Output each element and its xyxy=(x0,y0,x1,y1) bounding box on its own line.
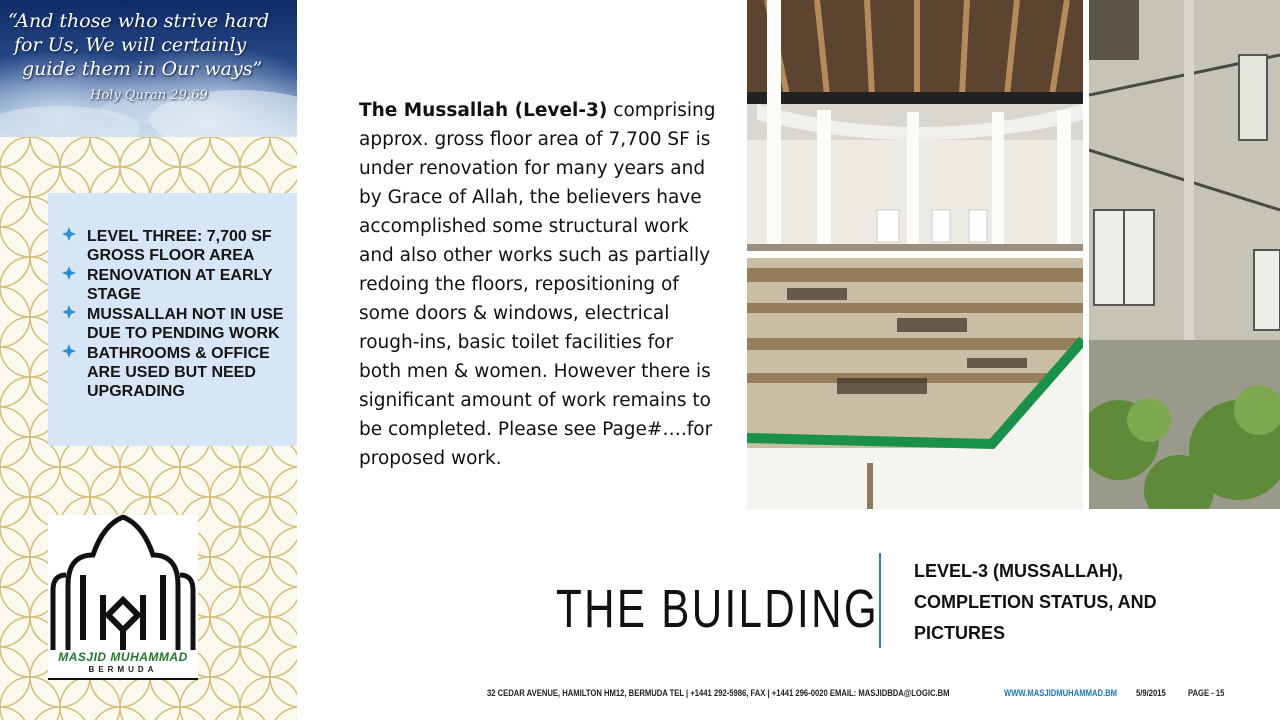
bullet-text: RENOVATION AT EARLY STAGE xyxy=(87,267,273,303)
title-divider xyxy=(879,553,881,648)
diamond-bullet-icon xyxy=(62,344,76,358)
bullet-item xyxy=(62,266,287,304)
quote-line-1: “And those who strive hard xyxy=(8,10,270,32)
bullet-item xyxy=(62,344,287,401)
summary-bullet-box xyxy=(48,193,297,446)
diamond-bullet-icon xyxy=(62,305,76,319)
building-exterior-image xyxy=(1089,0,1280,509)
description-paragraph xyxy=(359,96,719,473)
bullet-text: BATHROOMS & OFFICE ARE USED BUT NEED UPGRADING xyxy=(87,345,270,400)
footer-website-link[interactable]: WWW.MASJIDMUHAMMAD.BM xyxy=(1004,688,1118,698)
quote-source: Holy Quran 29:69 xyxy=(90,88,208,103)
bullet-text: MUSSALLAH NOT IN USE DUE TO PENDING WORK xyxy=(87,306,284,342)
interior-ceiling-photo xyxy=(747,0,1083,251)
bullet-item xyxy=(62,305,287,343)
building-exterior-photo xyxy=(1089,0,1280,509)
bullet-item xyxy=(62,227,287,265)
bullet-text: LEVEL THREE: 7,700 SF GROSS FLOOR AREA xyxy=(87,228,272,264)
logo-name: MASJID MUHAMMAD xyxy=(58,650,188,664)
damaged-ceiling-photo xyxy=(747,258,1083,509)
description-lead: The Mussallah (Level-3) xyxy=(359,100,608,121)
description-text: comprising approx. gross floor area of 7,700 SF is under renovation for many years and by Grace of Allah, the believers have accomplished some structural work and also other works such as partially redoing the floors, repositioning of some doors & windows, electrical rough-ins, basic toilet facilities for both men & women. However there is significant amount of work remains to be completed. Please see Page#….for proposed work. xyxy=(359,100,716,469)
damaged-ceiling-image xyxy=(747,258,1083,509)
quote-line-2: for Us, We will certainly xyxy=(14,34,247,56)
diamond-bullet-icon xyxy=(62,227,76,241)
diamond-bullet-icon xyxy=(62,266,76,280)
footer-page-number: PAGE - 15 xyxy=(1188,688,1225,698)
logo-subtitle: BERMUDA xyxy=(88,665,158,674)
footer-date: 5/9/2015 xyxy=(1136,688,1166,698)
quote-line-3: guide them in Our ways” xyxy=(22,58,263,80)
footer-contact: 32 CEDAR AVENUE, HAMILTON HM12, BERMUDA TEL | +1441 292-5986, FAX | +1441 296-0020 EMAIL: MASJIDBDA@LOGIC.BM xyxy=(487,688,950,698)
quran-quote-banner xyxy=(0,0,297,137)
page-title: THE BUILDING xyxy=(556,579,879,639)
summary-bullet-list xyxy=(48,193,297,401)
page-subtitle: LEVEL-3 (MUSSALLAH), COMPLETION STATUS, AND PICTURES xyxy=(914,561,1157,643)
interior-ceiling-image xyxy=(747,0,1083,251)
